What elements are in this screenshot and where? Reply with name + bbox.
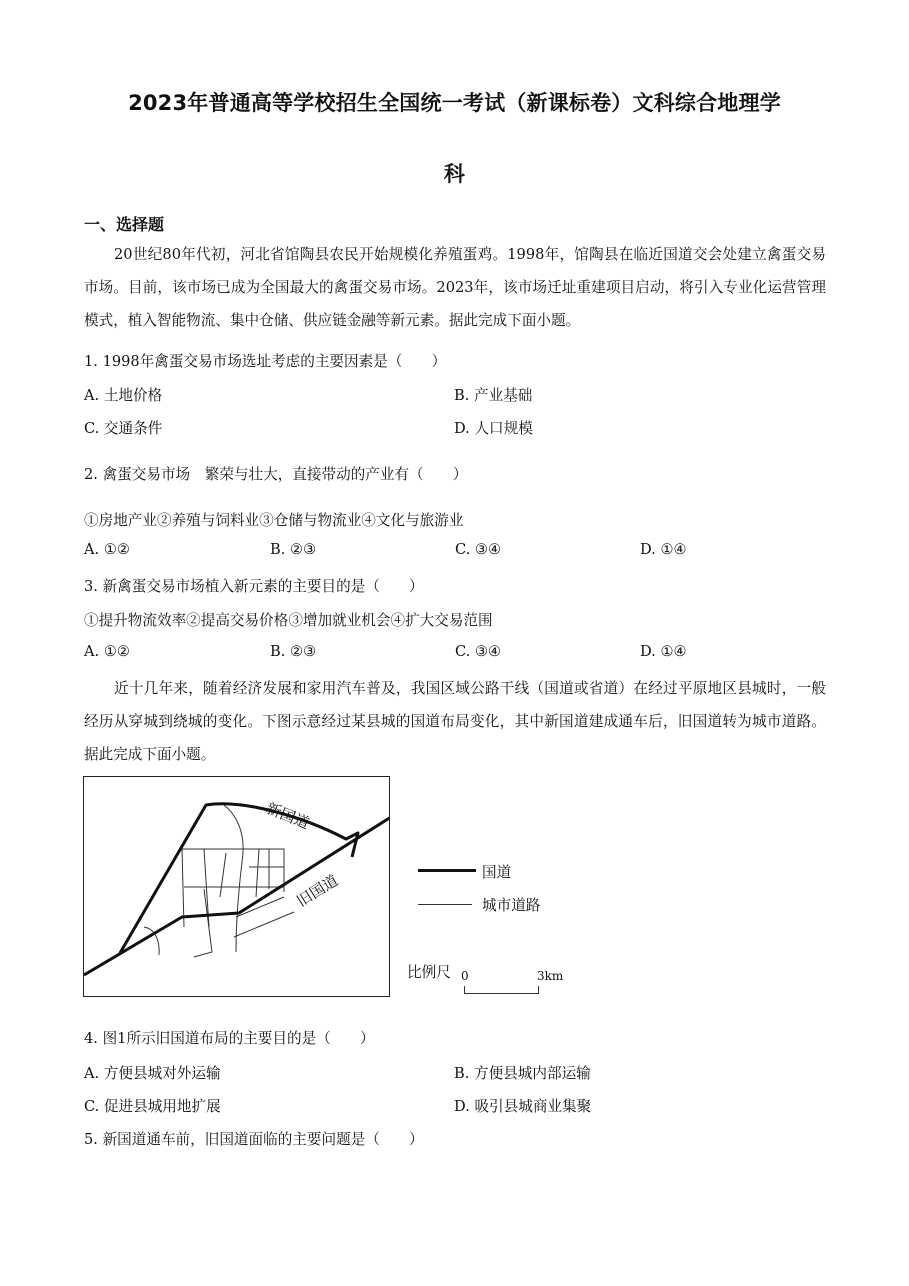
passage-2: 近十几年来，随着经济发展和家用汽车普及，我国区域公路干线（国道或省道）在经过平原地区县城时，一般经历从穿城到绕城的变化。下图示意经过某县城的国道布局变化，其中新国道建成通车后，旧国道转为城市道路。据此完成下面小题。 <box>84 680 826 763</box>
scale-label: 比例尺 <box>407 964 451 981</box>
city-roads <box>144 805 294 957</box>
question-4-option-b: B. 方便县城内部运输 <box>454 1065 591 1082</box>
question-2-option-b: B. ②③ <box>270 541 317 558</box>
legend-national-road-label: 国道 <box>482 864 512 881</box>
question-1-option-c: C. 交通条件 <box>84 420 163 437</box>
city-road-curve <box>224 805 243 952</box>
question-2-option-a: A. ①② <box>84 541 130 558</box>
scale-zero: 0 <box>461 969 469 983</box>
question-5-stem: 5. 新国道通车前，旧国道面临的主要问题是（ ） <box>84 1131 424 1148</box>
passage-1: 20世纪80年代初，河北省馆陶县农民开始规模化养殖蛋鸡。1998年，馆陶县在临近国道交会处建立禽蛋交易市场。目前，该市场已成为全国最大的禽蛋交易市场。2023年，该市场迁址重建项目启动，将引入专业化运营管理模式，植入智能物流、集中仓储、供应链金融等新元素。据此完成下面小题。 <box>84 246 826 329</box>
legend-city-road-line <box>418 904 472 905</box>
question-2-option-c: C. ③④ <box>455 541 502 558</box>
question-3-option-c: C. ③④ <box>455 643 502 660</box>
city-road-west <box>182 849 184 927</box>
question-4-option-c: C. 促进县城用地扩展 <box>84 1098 221 1115</box>
city-road-w3 <box>220 853 226 897</box>
question-1-option-b: B. 产业基础 <box>454 387 533 404</box>
question-1-option-a: A. 土地价格 <box>84 387 163 404</box>
city-road-e1 <box>256 849 259 897</box>
page-title-continued: 科 <box>443 162 466 186</box>
question-3-option-b: B. ②③ <box>270 643 317 660</box>
question-3-stem: 3. 新禽蛋交易市场植入新元素的主要目的是（ ） <box>84 578 424 595</box>
question-3-option-a: A. ①② <box>84 643 130 660</box>
question-4-option-d: D. 吸引县城商业集聚 <box>454 1098 592 1115</box>
question-2-stem: 2. 禽蛋交易市场 繁荣与壮大，直接带动的产业有（ ） <box>84 466 468 483</box>
scale-max: 3km <box>537 969 564 983</box>
section-heading: 一、选择题 <box>84 215 165 234</box>
question-4-stem: 4. 图1所示旧国道布局的主要目的是（ ） <box>84 1030 375 1047</box>
question-3-items: ①提升物流效率②提高交易价格③增加就业机会④扩大交易范围 <box>84 612 493 629</box>
old-road-label: 旧国道 <box>293 871 342 911</box>
national-roads <box>84 804 390 975</box>
city-road-se2 <box>234 912 294 937</box>
question-2-option-d: D. ①④ <box>640 541 687 558</box>
question-4-option-a: A. 方便县城对外运输 <box>84 1065 221 1082</box>
road-map-drawing <box>84 777 390 997</box>
legend-city-road-label: 城市道路 <box>482 897 541 914</box>
county-road-map <box>83 776 390 997</box>
question-3-option-d: D. ①④ <box>640 643 687 660</box>
question-1-stem: 1. 1998年禽蛋交易市场选址考虑的主要因素是（ ） <box>84 353 447 370</box>
scale-bar <box>464 986 539 994</box>
new-road-label: 新国道 <box>263 799 312 833</box>
legend-national-road-line <box>418 869 476 872</box>
city-road-south <box>194 889 212 957</box>
page-title: 2023年普通高等学校招生全国统一考试（新课标卷）文科综合地理学 <box>128 91 781 115</box>
old-national-road <box>84 817 390 975</box>
question-2-items: ①房地产业②养殖与饲料业③仓储与物流业④文化与旅游业 <box>84 512 464 529</box>
question-1-option-d: D. 人口规模 <box>454 420 533 437</box>
